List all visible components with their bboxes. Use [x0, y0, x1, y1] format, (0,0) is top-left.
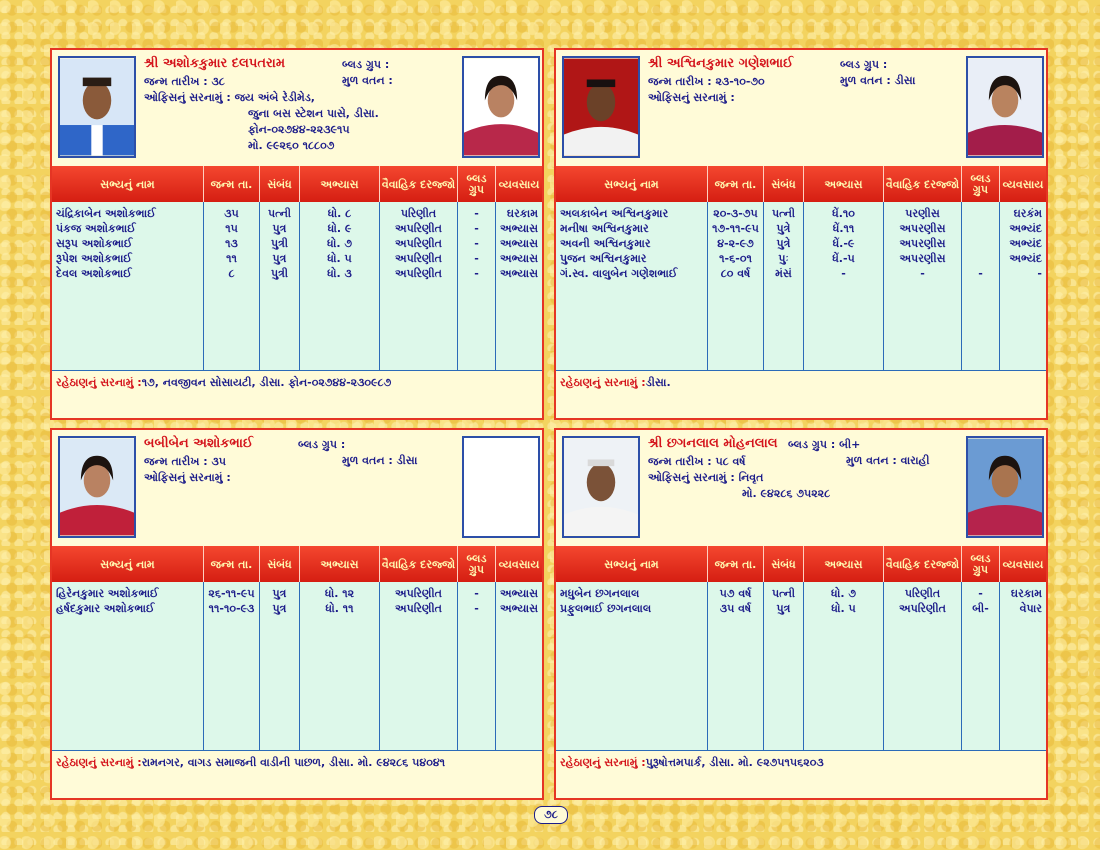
member-education: -: [841, 267, 846, 280]
column-marital: [380, 582, 458, 750]
member-relation: મંસં: [775, 267, 792, 280]
members-table: [52, 546, 542, 750]
column-marital: [884, 202, 962, 370]
column-name: [52, 582, 204, 750]
residence-value: રામનગર, વાગડ સમાજની વાડીની પાછળ, ડીસા. મો. ૯૪૨૮૬ ૫૪૦૪૧: [141, 756, 446, 769]
member-marital: અપરિણીત: [395, 252, 442, 265]
column-header-blood: બ્લડ ગ્રુપ: [962, 546, 1000, 582]
column-header-marital: વૈવાહિક દરજ્જો: [380, 546, 458, 582]
column-education: [804, 582, 884, 750]
residence-value: ૧૭, નવજીવન સોસાયટી, ડીસા. ફોન-૦૨૭૪૪-૨૩૦૯૮૭: [141, 376, 392, 389]
office-line: નિવૃત: [738, 471, 764, 484]
member-marital: અપરિણીત: [395, 602, 442, 615]
member-dob: ૨૬-૧૧-૯૫: [208, 587, 255, 600]
column-header-occupation: વ્યવસાય: [1002, 557, 1044, 571]
column-header-occupation: વ્યવસાય: [1002, 177, 1044, 191]
column-education: [804, 202, 884, 370]
column-dob: [708, 202, 764, 370]
column-header-name: સભ્યનું નામ: [556, 546, 708, 582]
column-relation: [764, 582, 804, 750]
member-blood: -: [474, 602, 479, 615]
member-relation: પુઃ: [778, 252, 789, 265]
member-relation: પુત્ર: [272, 602, 287, 615]
column-relation: [764, 202, 804, 370]
column-occupation: [496, 582, 542, 750]
member-blood: [962, 236, 999, 251]
column-name: [556, 202, 708, 370]
dob-value: ૨૩-૧૦-૭૦: [715, 75, 765, 88]
member-occupation: અભ્યંદ: [1009, 222, 1042, 235]
member-occupation: અભ્યંદ: [1009, 237, 1042, 250]
member-marital: પરિણીત: [904, 587, 941, 600]
member-marital: અપરિણીત: [395, 587, 442, 600]
member-occupation: ઘરકામ: [1010, 587, 1042, 600]
column-blood: [458, 582, 496, 750]
column-header-blood: બ્લડ ગ્રુપ: [458, 166, 496, 202]
member-marital: અપરણીસ: [899, 237, 946, 250]
blood-group-label: બ્લડ ગ્રુપ :: [788, 438, 836, 451]
member-occupation: અભ્યાસ: [500, 602, 539, 615]
office-label: ઓફિસનું સરનામું :: [648, 471, 735, 484]
column-header-relation: સંબંધ: [764, 166, 804, 202]
member-dob: ૩૫ વર્ષ: [719, 602, 752, 615]
member-blood: [962, 206, 999, 221]
native-label: મુળ વતન :: [342, 74, 393, 87]
member-marital: અપરિણીત: [395, 267, 442, 280]
column-relation: [260, 582, 300, 750]
column-header-education: અભ્યાસ: [804, 166, 884, 202]
column-header-occupation: વ્યવસાય: [498, 557, 540, 571]
member-marital: પરણીસ: [905, 207, 940, 220]
member-education: ધો. ૧૨: [324, 587, 355, 600]
column-header-relation: સંબંધ: [260, 546, 300, 582]
column-header-dob: જન્મ તા.: [204, 166, 260, 202]
member-occupation: અભ્યાસ: [500, 222, 539, 235]
member-occupation: -: [1037, 267, 1042, 280]
member-dob: ૧૩: [225, 237, 238, 250]
member-blood: [962, 221, 999, 236]
member-dob: ૨૦-૩-૭૫: [713, 207, 758, 220]
member-dob: ૧૧: [226, 252, 237, 265]
blood-group-value: બી+: [839, 438, 861, 451]
dob-label: જન્મ તારીખ :: [648, 455, 712, 468]
member-relation: પત્ની: [267, 207, 292, 220]
column-marital: [884, 582, 962, 750]
family-card-3: [50, 428, 544, 800]
member-relation: પુત્ર: [776, 602, 791, 615]
member-occupation: અભ્યાસ: [500, 237, 539, 250]
member-dob: ૧-૬-૦૧: [719, 252, 752, 265]
residence-label: રહેઠાણનું સરનામું :: [560, 376, 646, 389]
table-body: [52, 202, 542, 371]
member-dob: ૧૫: [225, 222, 238, 235]
head-photo: [562, 56, 640, 158]
member-blood: બી-: [972, 602, 989, 615]
member-relation: પત્ની: [771, 587, 796, 600]
column-header-marital: વૈવાહિક દરજ્જો: [380, 166, 458, 202]
member-marital: અપરિણીત: [395, 237, 442, 250]
residence-label: રહેઠાણનું સરનામું :: [56, 756, 142, 769]
member-relation: પત્ની: [771, 207, 796, 220]
head-name: બબીબેન અશોકભાઈ: [144, 436, 254, 451]
member-education: ધેં.૧૧: [832, 222, 855, 235]
spouse-photo: [966, 56, 1044, 158]
table-header: [52, 546, 542, 582]
column-header-dob: જન્મ તા.: [204, 546, 260, 582]
column-relation: [260, 202, 300, 370]
column-header-dob: જન્મ તા.: [708, 546, 764, 582]
member-education: ધો. ૧૧: [325, 602, 354, 615]
dob-value: ૩૫: [211, 455, 227, 468]
member-occupation: અભ્યાસ: [500, 267, 539, 280]
residence-address: [560, 756, 824, 770]
blood-group-label: બ્લડ ગ્રુપ :: [298, 438, 346, 451]
dob-label: જન્મ તારીખ :: [144, 75, 208, 88]
member-name: ગં.સ્વ. વાલુબેન ગણેશભાઈ: [560, 267, 678, 280]
member-relation: પુત્ર: [272, 587, 287, 600]
member-name: મધુબેન છગનલાલ: [560, 587, 640, 600]
members-table: [556, 166, 1046, 370]
member-occupation: અભ્યંદ: [1009, 252, 1042, 265]
office-line: મો. ૯૯૨૬૦ ૧૮૮૦૭: [248, 139, 335, 152]
member-education: ધેં.-૯: [832, 237, 855, 250]
member-name: પુજન અશ્વિનકુમાર: [560, 252, 647, 265]
member-name: પ્રફુલભાઈ છગનલાલ: [560, 602, 652, 615]
member-dob: ૪-૨-૯૭: [717, 237, 754, 250]
column-header-dob: જન્મ તા.: [708, 166, 764, 202]
table-header: [556, 546, 1046, 582]
member-name: સરૂપ અશોકભાઈ: [56, 237, 133, 250]
member-name: હિરેનકુમાર અશોકભાઈ: [56, 587, 159, 600]
member-name: ચંદ્રિકાબેન અશોકભાઈ: [56, 207, 156, 220]
column-dob: [204, 582, 260, 750]
member-blood: -: [474, 237, 479, 250]
member-occupation: વેપાર: [1019, 602, 1042, 615]
member-education: ધો. ૫: [831, 602, 856, 615]
table-body: [556, 582, 1046, 751]
column-header-name: સભ્યનું નામ: [52, 546, 204, 582]
column-occupation: [1000, 582, 1046, 750]
office-line: જય અંબે રેડીમેડ,: [234, 91, 315, 104]
member-education: ધેં.૧૦: [832, 207, 855, 220]
member-dob: ૧૭-૧૧-૯૫: [712, 222, 759, 235]
office-label: ઓફિસનું સરનામું :: [144, 471, 231, 484]
blood-group-label: બ્લડ ગ્રુપ :: [342, 58, 390, 71]
table-body: [52, 582, 542, 751]
member-education: ધેં.-૫: [832, 252, 855, 265]
column-header-education: અભ્યાસ: [804, 546, 884, 582]
member-dob: ૮૦ વર્ષ: [720, 267, 751, 280]
member-dob: ૫૭ વર્ષ: [719, 587, 752, 600]
dob-label: જન્મ તારીખ :: [648, 75, 712, 88]
family-card-2: [554, 48, 1048, 420]
member-marital: -: [920, 267, 925, 280]
member-blood: -: [978, 587, 983, 600]
member-marital: અપરણીસ: [899, 222, 946, 235]
office-line: જુના બસ સ્ટેશન પાસે, ડીસા.: [248, 107, 379, 120]
table-header: [52, 166, 542, 202]
spouse-photo: [462, 56, 540, 158]
column-occupation: [1000, 202, 1046, 370]
column-name: [52, 202, 204, 370]
column-header-name: સભ્યનું નામ: [556, 166, 708, 202]
column-header-name: સભ્યનું નામ: [52, 166, 204, 202]
member-relation: પુત્રી: [270, 267, 289, 280]
head-photo: [562, 436, 640, 538]
table-header: [556, 166, 1046, 202]
head-photo: [58, 56, 136, 158]
residence-label: રહેઠાણનું સરનામું :: [560, 756, 646, 769]
office-label: ઓફિસનું સરનામું :: [144, 91, 231, 104]
member-blood: -: [474, 267, 479, 280]
member-relation: પુત્રે: [776, 222, 791, 235]
column-header-education: અભ્યાસ: [300, 166, 380, 202]
column-dob: [708, 582, 764, 750]
spouse-photo: [966, 436, 1044, 538]
office-line: મો. ૯૪૨૮૬ ૭૫૨૨૮: [742, 487, 831, 500]
member-occupation: ઘરકામ: [506, 207, 538, 220]
residence-value: ડીસા.: [645, 376, 671, 389]
column-name: [556, 582, 708, 750]
member-education: ધો. ૮: [327, 207, 352, 220]
member-marital: અપરિણીત: [395, 222, 442, 235]
member-relation: પુત્રે: [776, 237, 791, 250]
member-dob: ૮: [228, 267, 235, 280]
head-name: શ્રી છગનલાલ મોહનલાલ: [648, 436, 778, 451]
residence-address: [560, 376, 671, 390]
native-label: મુળ વતન :: [840, 74, 891, 87]
column-header-education: અભ્યાસ: [300, 546, 380, 582]
spouse-photo-placeholder: [462, 436, 540, 538]
member-name: અવની અશ્વિનકુમાર: [560, 237, 651, 250]
member-name: દેવલ અશોકભાઈ: [56, 267, 132, 280]
member-blood: -: [978, 267, 983, 280]
column-header-blood: બ્લડ ગ્રુપ: [962, 166, 1000, 202]
member-name: રૂપેશ અશોકભાઈ: [56, 252, 132, 265]
native-label: મુળ વતન :: [846, 454, 897, 467]
family-card-4: [554, 428, 1048, 800]
member-marital: અપરિણીત: [899, 602, 946, 615]
dob-value: ૫૮ વર્ષ: [715, 455, 746, 468]
page-number: ૭૮: [534, 806, 568, 824]
head-photo: [58, 436, 136, 538]
column-marital: [380, 202, 458, 370]
member-marital: અપરણીસ: [899, 252, 946, 265]
members-table: [52, 166, 542, 370]
member-name: હર્ષદકુમાર અશોકભાઈ: [56, 602, 155, 615]
head-name: શ્રી અશોકકુમાર દલપતરામ: [144, 56, 286, 71]
column-blood: [962, 202, 1000, 370]
column-education: [300, 582, 380, 750]
dob-label: જન્મ તારીખ :: [144, 455, 208, 468]
head-name: શ્રી અશ્વિનકુમાર ગણેશભાઈ: [648, 56, 794, 71]
member-marital: પરિણીત: [400, 207, 437, 220]
residence-address: [56, 376, 391, 390]
column-education: [300, 202, 380, 370]
native-value: ડીસા: [894, 74, 916, 87]
member-blood: -: [474, 587, 479, 600]
native-value: ડીસા: [396, 454, 418, 467]
member-relation: પુત્રી: [270, 237, 289, 250]
member-name: અલકાબેન અશ્વિનકુમાર: [560, 207, 669, 220]
office-line: ફોન-૦૨૭૪૪-૨૨૩૯૧૫: [248, 123, 350, 136]
member-blood: [962, 251, 999, 266]
family-card-1: [50, 48, 544, 420]
member-name: મનીષા અશ્વિનકુમાર: [560, 222, 649, 235]
member-blood: -: [474, 222, 479, 235]
column-blood: [458, 202, 496, 370]
native-label: મુળ વતન :: [342, 454, 393, 467]
member-education: ધો. ૯: [327, 222, 352, 235]
member-name: પંકજ અશોકભાઈ: [56, 222, 136, 235]
member-dob: ૩૫: [224, 207, 239, 220]
member-blood: -: [474, 207, 479, 220]
residence-value: પુરૂષોત્તમપાર્ક, ડીસા. મો. ૯૨૭૫૧૫૬૨૦૩: [645, 756, 824, 769]
column-occupation: [496, 202, 542, 370]
member-education: ધો. ૭: [326, 237, 352, 250]
member-occupation: અભ્યાસ: [500, 587, 539, 600]
office-label: ઓફિસનું સરનામું :: [648, 91, 735, 104]
residence-address: [56, 756, 445, 770]
column-blood: [962, 582, 1000, 750]
member-occupation: ઘરકંમ: [1013, 207, 1042, 220]
column-header-relation: સંબંધ: [260, 166, 300, 202]
member-education: ધો. ૩: [327, 267, 352, 280]
member-relation: પુત્ર: [272, 252, 287, 265]
member-dob: ૧૧-૧૦-૯૩: [208, 602, 255, 615]
native-value: વારાહી: [900, 454, 930, 467]
blood-group-label: બ્લડ ગ્રુપ :: [840, 58, 888, 71]
member-education: ધો. ૭: [830, 587, 856, 600]
residence-label: રહેઠાણનું સરનામું :: [56, 376, 142, 389]
member-occupation: અભ્યાસ: [500, 252, 539, 265]
column-header-marital: વૈવાહિક દરજ્જો: [884, 166, 962, 202]
members-table: [556, 546, 1046, 750]
member-blood: -: [474, 252, 479, 265]
member-education: ધો. ૫: [327, 252, 352, 265]
column-header-relation: સંબંધ: [764, 546, 804, 582]
dob-value: ૩૮: [211, 75, 225, 88]
column-header-marital: વૈવાહિક દરજ્જો: [884, 546, 962, 582]
table-body: [556, 202, 1046, 371]
member-relation: પુત્ર: [272, 222, 287, 235]
column-dob: [204, 202, 260, 370]
column-header-occupation: વ્યવસાય: [498, 177, 540, 191]
column-header-blood: બ્લડ ગ્રુપ: [458, 546, 496, 582]
